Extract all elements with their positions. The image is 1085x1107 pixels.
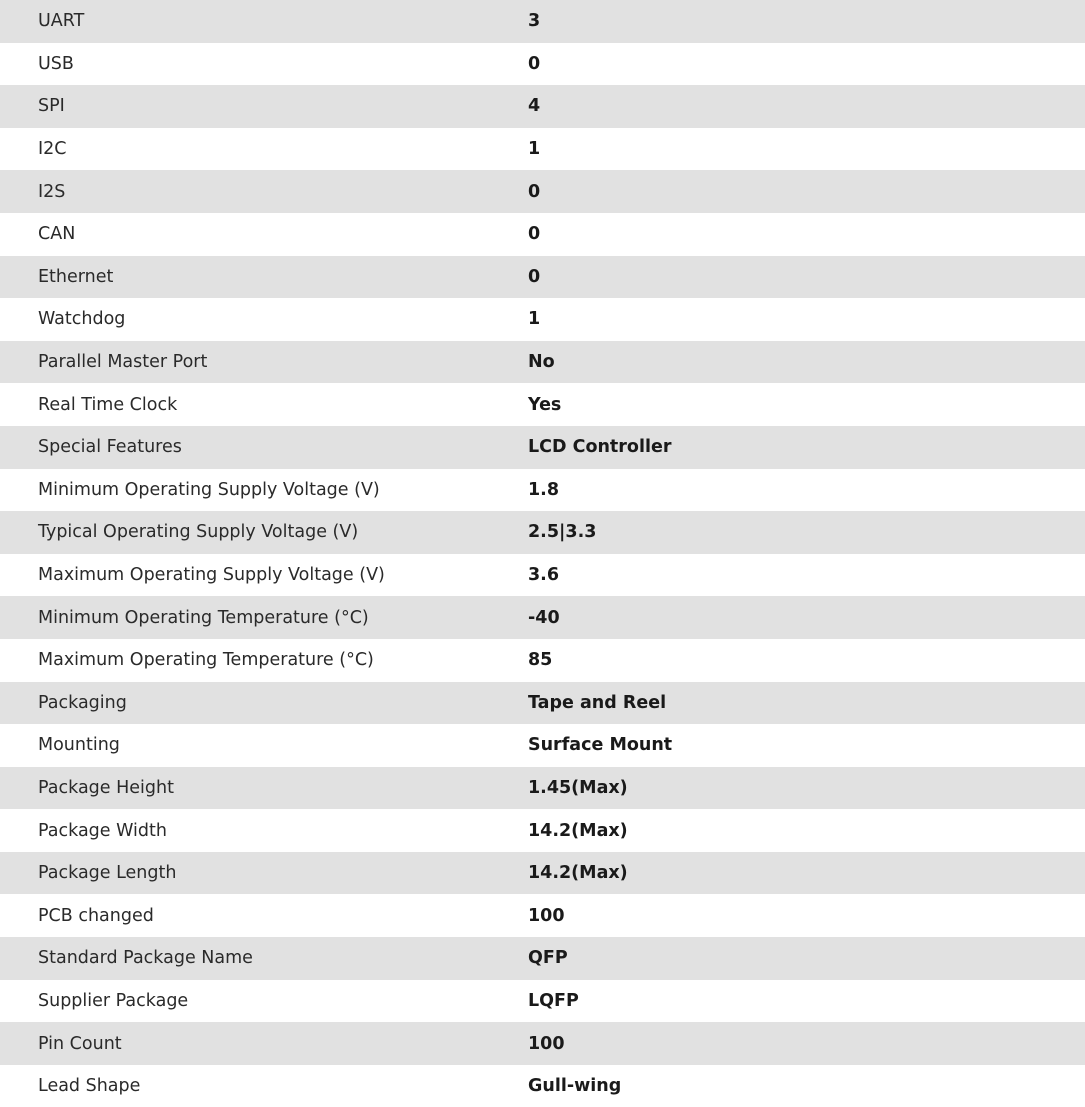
spec-row [0,682,1085,725]
spec-row [0,937,1085,980]
spec-row [0,85,1085,128]
spec-row [0,852,1085,895]
spec-label: Package Height [38,777,174,798]
spec-label: Package Length [38,863,177,884]
spec-label: Supplier Package [38,990,189,1011]
spec-row [0,1065,1085,1107]
spec-row [0,767,1085,810]
spec-value: 1.45(Max) [528,777,628,798]
spec-value: 14.2(Max) [528,820,628,841]
spec-row [0,170,1085,213]
spec-label: Special Features [38,437,182,458]
spec-row [0,43,1085,86]
spec-value: Yes [528,394,562,415]
spec-row [0,596,1085,639]
spec-value: 100 [528,905,565,926]
spec-row [0,426,1085,469]
spec-row [0,469,1085,512]
spec-label: Pin Count [38,1033,122,1054]
spec-row [0,341,1085,384]
spec-label: CAN [38,224,76,245]
spec-label: Lead Shape [38,1076,141,1097]
spec-value: QFP [528,948,568,969]
spec-value: Tape and Reel [528,692,667,713]
spec-value: 85 [528,650,553,671]
spec-value: 1.8 [528,479,560,500]
spec-row [0,511,1085,554]
spec-value: 0 [528,224,541,245]
spec-label: USB [38,53,74,74]
spec-label: Standard Package Name [38,948,253,969]
spec-row [0,256,1085,299]
spec-label: I2C [38,139,67,160]
spec-value: 1 [528,309,541,330]
spec-value: No [528,352,555,373]
spec-row [0,639,1085,682]
spec-row [0,554,1085,597]
spec-label: PCB changed [38,905,154,926]
spec-value: 0 [528,266,541,287]
spec-label: Maximum Operating Temperature (°C) [38,650,374,671]
spec-value: 14.2(Max) [528,863,628,884]
spec-row [0,298,1085,341]
spec-value: 0 [528,181,541,202]
spec-value: 1 [528,139,541,160]
spec-row [0,809,1085,852]
spec-value: 100 [528,1033,565,1054]
spec-value: Gull-wing [528,1076,622,1097]
spec-label: Mounting [38,735,120,756]
spec-row [0,383,1085,426]
spec-row [0,724,1085,767]
spec-value: 3 [528,11,541,32]
spec-value: LQFP [528,990,579,1011]
spec-label: Packaging [38,692,127,713]
spec-label: Typical Operating Supply Voltage (V) [38,522,359,543]
spec-label: Ethernet [38,266,114,287]
spec-value: LCD Controller [528,437,672,458]
spec-row [0,894,1085,937]
spec-label: Parallel Master Port [38,352,208,373]
spec-label: Watchdog [38,309,126,330]
spec-row [0,0,1085,43]
spec-label: Minimum Operating Temperature (°C) [38,607,369,628]
spec-label: Real Time Clock [38,394,178,415]
spec-value: 4 [528,96,541,117]
spec-label: Package Width [38,820,167,841]
spec-value: 0 [528,53,541,74]
spec-label: SPI [38,96,65,117]
spec-label: I2S [38,181,66,202]
spec-row [0,1022,1085,1065]
spec-label: Maximum Operating Supply Voltage (V) [38,565,385,586]
spec-label: UART [38,11,85,32]
spec-value: 2.5|3.3 [528,522,597,543]
spec-value: 3.6 [528,565,560,586]
spec-row [0,128,1085,171]
spec-value: Surface Mount [528,735,673,756]
spec-value: -40 [528,607,560,628]
spec-row [0,980,1085,1023]
spec-row [0,213,1085,256]
spec-label: Minimum Operating Supply Voltage (V) [38,479,380,500]
